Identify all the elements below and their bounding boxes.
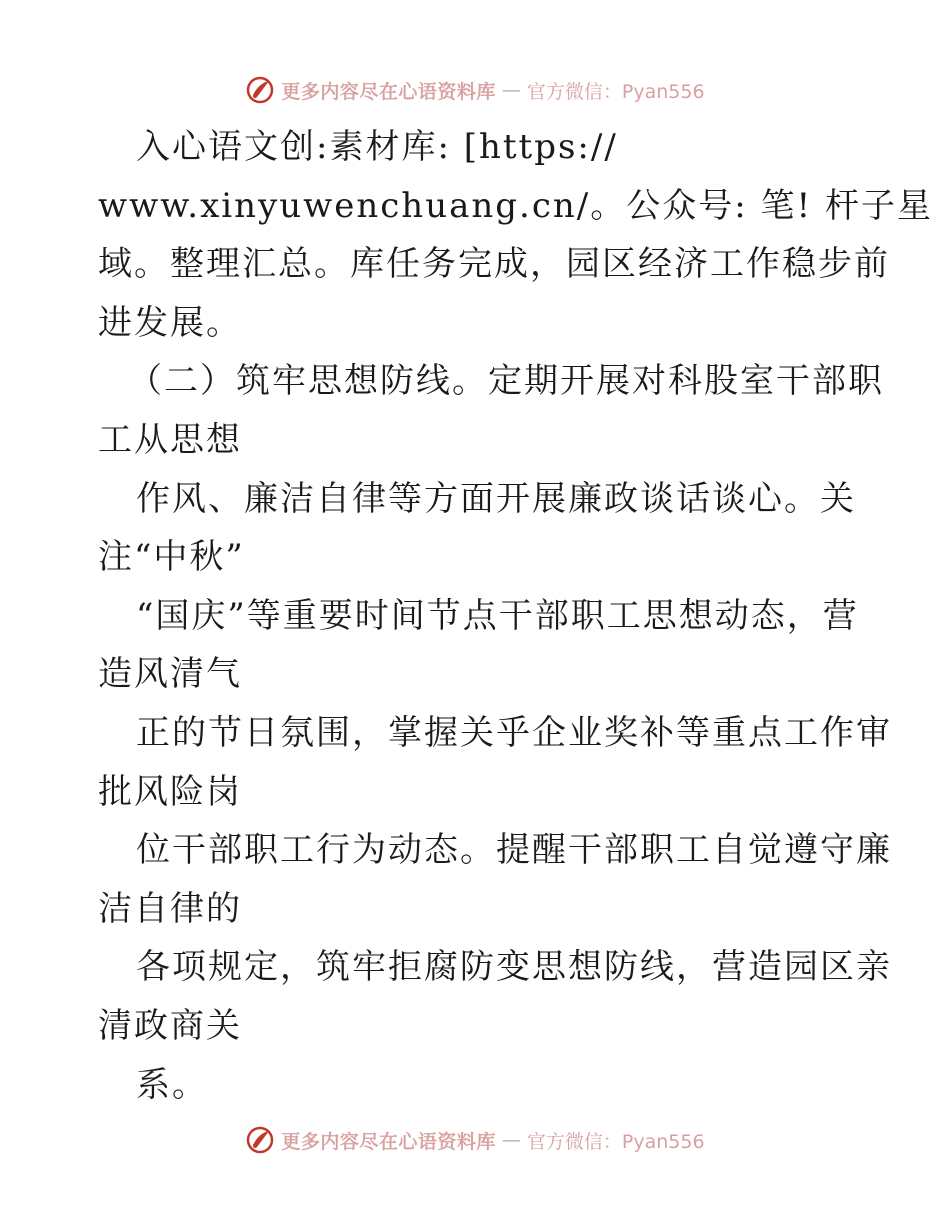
- body-line-8: 注“中秋”: [98, 537, 245, 578]
- body-line-1: 入心语文创:素材库: [https://: [136, 127, 618, 167]
- body-line-7: 作风、廉洁自律等方面开展廉政谈话谈心。关: [136, 478, 856, 519]
- body-line-13: 位干部职工行为动态。提醒干部职工自觉遵守廉: [136, 830, 892, 871]
- body-line-2: www.xinyuwenchuang.cn/。公众号: 笔! 杆子星: [98, 185, 933, 226]
- body-line-11: 正的节日氛围，掌握关乎企业奖补等重点工作审: [136, 712, 892, 753]
- body-line-4: 进发展。: [98, 302, 242, 343]
- body-line-17: 系。: [136, 1064, 208, 1105]
- document-body: [98, 118, 933, 1114]
- body-line-3: 域。整理汇总。库任务完成，园区经济工作稳步前: [98, 244, 890, 285]
- body-line-9: “国庆”等重要时间节点干部职工思想动态，营: [136, 595, 859, 636]
- body-line-12: 批风险岗: [98, 771, 242, 812]
- header-banner: [0, 70, 950, 110]
- brush-logo-icon: [245, 75, 275, 105]
- footer-banner: [0, 1120, 950, 1160]
- footer-banner-title: 更多内容尽在心语资料库: [281, 1130, 496, 1153]
- body-line-5: （二）筑牢思想防线。定期开展对科股室干部职: [128, 361, 884, 402]
- footer-banner-separator: —: [501, 1129, 521, 1151]
- body-line-10: 造风清气: [98, 654, 242, 695]
- body-line-16: 清政商关: [98, 1005, 242, 1046]
- banner-separator: —: [501, 79, 521, 101]
- banner-wechat: 官方微信：Pyan556: [526, 80, 705, 103]
- banner-title: 更多内容尽在心语资料库: [281, 80, 496, 103]
- footer-banner-wechat: 官方微信：Pyan556: [526, 1130, 705, 1153]
- body-line-6: 工从思想: [98, 419, 242, 460]
- brush-logo-icon: [245, 1125, 275, 1155]
- body-line-15: 各项规定，筑牢拒腐防变思想防线，营造园区亲: [136, 947, 892, 988]
- body-line-14: 洁自律的: [98, 888, 242, 929]
